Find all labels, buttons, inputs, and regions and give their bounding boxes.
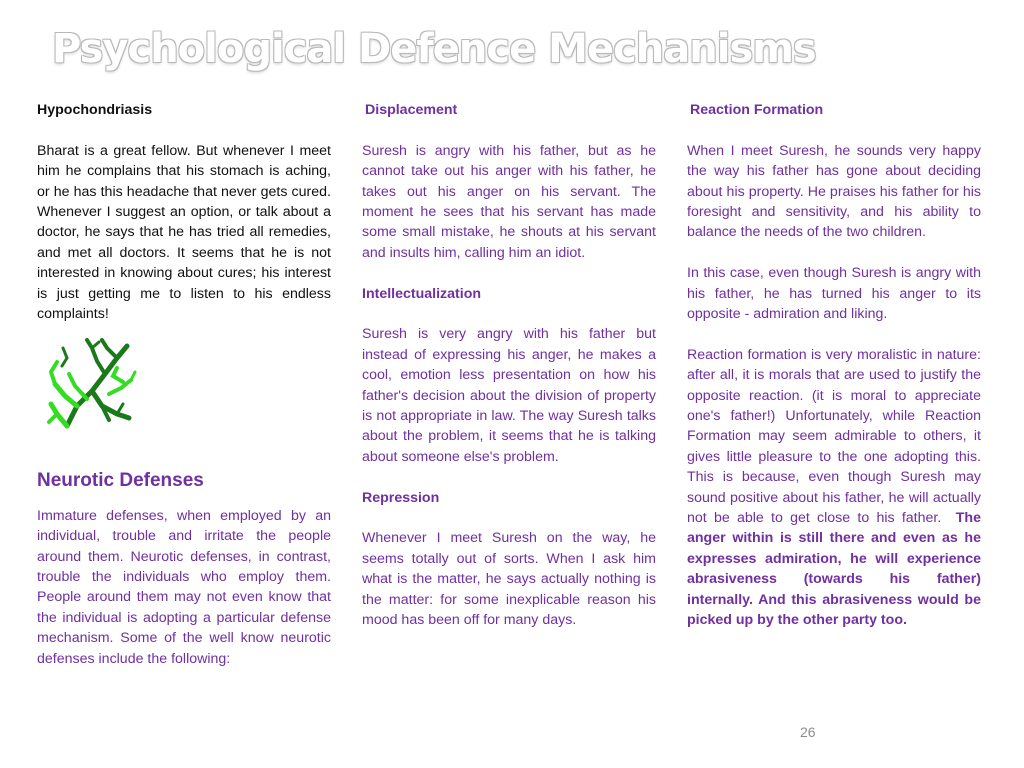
text-reaction-formation-3-bold: The anger within is still there and even as he expresses admiration, he will experience abrasiveness (towards his father) internally. And this abrasiveness would be picked up by the other party too. (687, 510, 981, 629)
page-number: 26 (800, 724, 816, 740)
text-repression: Whenever I meet Suresh on the way, he seems totally out of sorts. When I ask him what is the matter, he says actually nothing is the matter: for some inexplicable reason his mood has been off for many days. (362, 530, 656, 629)
heading-hypochondriasis: Hypochondriasis (37, 102, 153, 118)
text-reaction-formation-1: When I meet Suresh, he sounds very happy the way his father has gone about deciding about his property. He praises his father for his foresight and sensitivity, and his ability to balance the needs of the two children. (687, 142, 981, 241)
green-coral-branch-icon (47, 336, 137, 431)
text-reaction-formation-3-plain: Reaction formation is very moralistic in nature: after all, it is morals that are used to justify the opposite reaction. (it is moral to appreciate one's father!) Unfortunately, while Reaction Formation may seem admirable to others, it gives little pleasure to the one adopting this. This is because, even though Suresh may sound positive about his father, he will actually not be able to get close to his father. (687, 346, 981, 527)
column-hypochondriasis (37, 100, 331, 669)
text-reaction-formation-3 (687, 345, 981, 631)
text-displacement: Suresh is angry with his father, but as he cannot take out his anger with his father, he takes out his anger on his servant. The moment he sees that his servant has made some small mistake, he shouts at his servant and insults him, calling him an idiot. (362, 142, 656, 261)
text-neurotic-defenses: Immature defenses, when employed by an individual, trouble and irritate the people around them. Neurotic defenses, in contrast, trouble the individuals who employ them. People around them may not even know that the individual is adopting a particular defense mechanism. Some of the well know neurotic defenses include the following: (37, 507, 331, 667)
heading-repression: Repression (362, 489, 440, 506)
heading-intellectualization: Intellectualization (362, 285, 482, 302)
heading-displacement: Displacement (365, 102, 458, 118)
heading-neurotic-defenses: Neurotic Defenses (37, 470, 204, 492)
text-hypochondriasis: Bharat is a great fellow. But whenever I meet him he complains that his stomach is aching, or he has this headache that never gets cured. Whenever I suggest an option, or talk about a doctor, he says that he has tried all remedies, and met all doctors. It seems that he is not interested in knowing about cures; his interest is just getting me to listen to his endless complaints! (37, 142, 331, 323)
column-reaction-formation (687, 100, 981, 631)
page-title: Psychological Defence Mechanisms (52, 26, 816, 72)
heading-reaction-formation: Reaction Formation (690, 102, 824, 118)
text-intellectualization: Suresh is very angry with his father but instead of expressing his anger, he makes a cool, emotion less presentation on how his father's decision about the division of property is not appropriate in law. The way Suresh talks about the problem, it seems that he is talking about someone else's problem. (362, 326, 656, 465)
text-reaction-formation-2: In this case, even though Suresh is angry with his father, he has turned his anger to its opposite - admiration and liking. (687, 265, 981, 323)
column-displacement (362, 100, 656, 630)
